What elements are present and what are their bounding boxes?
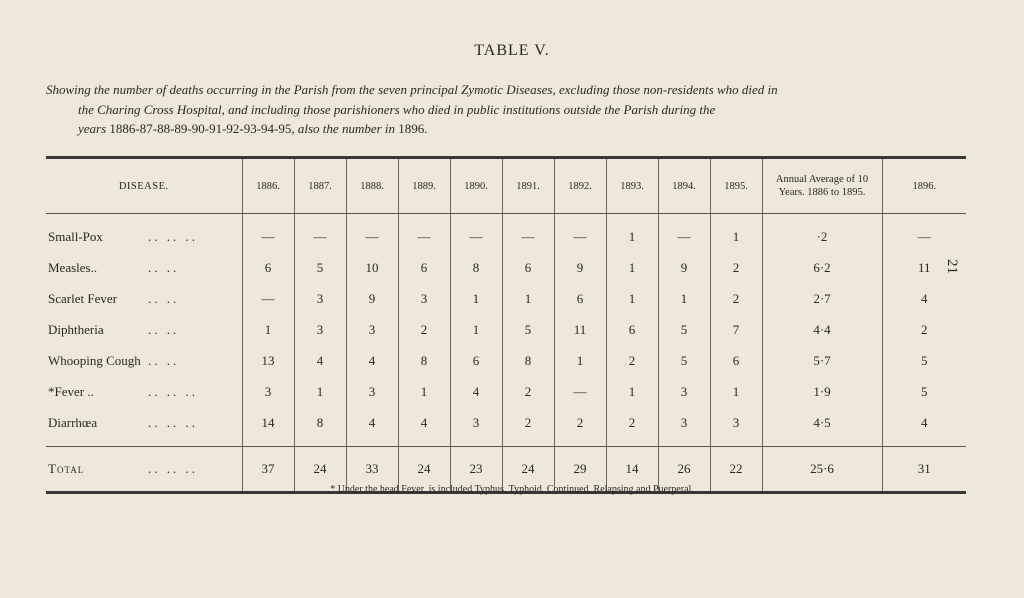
value-cell: — [242,283,294,314]
header-col: 1893. [606,158,658,214]
value-cell: — [554,214,606,253]
value-cell: 4·4 [762,314,882,345]
value-cell: 1 [502,283,554,314]
value-cell: 9 [658,252,710,283]
header-col: 1888. [346,158,398,214]
value-cell: 2 [502,407,554,447]
leader-dots: .. .. .. [148,461,198,476]
disease-name: Small-Pox [48,229,103,244]
table-row [46,345,966,376]
value-cell: 3 [346,314,398,345]
header-col: 1894. [658,158,710,214]
caption-year-1896: 1896. [398,121,428,136]
caption-line-2: the Charing Cross Hospital, and including those parishioners who died in public institutions outside the Parish during the [78,101,716,117]
header-col: 1889. [398,158,450,214]
value-cell: 2 [882,314,966,345]
value-cell: 5 [502,314,554,345]
table-row [46,252,966,283]
value-cell: 29 [554,447,606,493]
footnote: * Under the head Fever, is included Typhus, Typhoid, Continued, Relapsing and Puerperal. [330,484,694,495]
value-cell: — [242,214,294,253]
value-cell: 5 [658,345,710,376]
value-cell: 22 [710,447,762,493]
value-cell: 24 [294,447,346,493]
value-cell: 6·2 [762,252,882,283]
value-cell: 1 [398,376,450,407]
value-cell: 2·7 [762,283,882,314]
value-cell: 1 [606,376,658,407]
header-col: Annual Average of 10 Years. 1886 to 1895. [762,158,882,214]
value-cell: 1 [450,314,502,345]
value-cell: 5·7 [762,345,882,376]
value-cell: 4·5 [762,407,882,447]
disease-cell [46,252,242,283]
value-cell: 1 [606,283,658,314]
value-cell: 1·9 [762,376,882,407]
value-cell: ·2 [762,214,882,253]
value-cell: 3 [398,283,450,314]
disease-name: Diphtheria [48,321,104,337]
header-col: 1887. [294,158,346,214]
leader-dots: .. .. [148,259,180,275]
value-cell: 6 [606,314,658,345]
leader-dots: .. .. .. [148,383,198,399]
header-col: 1892. [554,158,606,214]
value-cell: — [398,214,450,253]
caption-years: 1886-87-88-89-90-91-92-93-94-95, [109,121,295,136]
value-cell: 6 [242,252,294,283]
value-cell: 13 [242,345,294,376]
header-col: 1891. [502,158,554,214]
header-col: 1886. [242,158,294,214]
value-cell: 9 [346,283,398,314]
value-cell: 5 [294,252,346,283]
value-cell: 3 [450,407,502,447]
table-title: TABLE V. [474,42,550,59]
header-row [46,158,966,214]
disease-name: *Fever .. [48,383,94,399]
table-row [46,314,966,345]
disease-cell [46,376,242,407]
leader-dots: .. .. .. [148,229,198,244]
value-cell: 6 [398,252,450,283]
value-cell: 5 [882,345,966,376]
leader-dots: .. .. [148,290,180,306]
value-cell: 4 [346,345,398,376]
disease-cell [46,407,242,447]
header-col: 1896. [882,158,966,214]
value-cell: 3 [658,376,710,407]
value-cell: 1 [554,345,606,376]
value-cell: 2 [502,376,554,407]
value-cell: — [554,376,606,407]
header-col: 1895. [710,158,762,214]
value-cell: 6 [502,252,554,283]
value-cell: 9 [554,252,606,283]
value-cell: 8 [294,407,346,447]
table-row [46,214,966,253]
value-cell: 1 [294,376,346,407]
value-cell: 4 [882,407,966,447]
value-cell: 4 [346,407,398,447]
value-cell: 1 [658,283,710,314]
value-cell: 14 [606,447,658,493]
value-cell: 5 [658,314,710,345]
table-row [46,376,966,407]
value-cell: 1 [606,214,658,253]
disease-name: Whooping Cough [48,352,141,368]
value-cell: 26 [658,447,710,493]
value-cell: 4 [882,283,966,314]
caption-line-3 [46,119,946,139]
disease-cell [46,314,242,345]
disease-name: Scarlet Fever [48,290,117,306]
value-cell: 1 [710,214,762,253]
value-cell: 1 [606,252,658,283]
value-cell: 2 [554,407,606,447]
leader-dots: .. .. [148,321,180,337]
leader-dots: .. .. [148,352,180,368]
value-cell: 5 [882,376,966,407]
value-cell: 2 [606,345,658,376]
disease-name: Diarrhœa [48,414,98,430]
table-body [46,214,966,493]
total-label: Total [48,461,85,476]
disease-name: Measles.. [48,259,98,275]
table-caption [46,80,946,139]
value-cell: 4 [450,376,502,407]
value-cell: 4 [398,407,450,447]
value-cell: 8 [450,252,502,283]
value-cell: 2 [710,283,762,314]
value-cell: 4 [294,345,346,376]
value-cell: 11 [554,314,606,345]
value-cell: 24 [398,447,450,493]
value-cell: — [450,214,502,253]
value-cell: 37 [242,447,294,493]
value-cell: 24 [502,447,554,493]
value-cell: 3 [346,376,398,407]
caption-years-label: years [78,121,107,136]
caption-line-1: Showing the number of deaths occurring in the Parish from the seven principal Zymotic Diseases, excluding those non-residents who died in [46,82,778,97]
value-cell: 11 [882,252,966,283]
value-cell: 1 [710,376,762,407]
caption-also-label: also the number in [297,121,396,136]
value-cell: 3 [710,407,762,447]
leader-dots: .. .. .. [148,414,198,430]
value-cell: 1 [450,283,502,314]
value-cell: 3 [242,376,294,407]
table-row [46,407,966,447]
page-number: 21 [944,259,960,274]
value-cell: 23 [450,447,502,493]
mortality-table [46,156,966,494]
value-cell: 8 [502,345,554,376]
value-cell: 2 [606,407,658,447]
disease-cell [46,345,242,376]
value-cell: 33 [346,447,398,493]
value-cell: — [502,214,554,253]
disease-cell [46,214,242,253]
value-cell: 10 [346,252,398,283]
value-cell: — [882,214,966,253]
disease-cell [46,283,242,314]
value-cell: 2 [398,314,450,345]
value-cell: 1 [242,314,294,345]
value-cell: 7 [710,314,762,345]
header-col: 1890. [450,158,502,214]
table-row [46,283,966,314]
value-cell: 6 [554,283,606,314]
value-cell: 14 [242,407,294,447]
value-cell: 6 [710,345,762,376]
value-cell: 31 [882,447,966,493]
header-disease: DISEASE. [46,158,242,214]
value-cell: — [294,214,346,253]
value-cell: — [346,214,398,253]
value-cell: — [658,214,710,253]
value-cell: 8 [398,345,450,376]
value-cell: 6 [450,345,502,376]
value-cell: 2 [710,252,762,283]
value-cell: 3 [658,407,710,447]
value-cell: 3 [294,314,346,345]
value-cell: 3 [294,283,346,314]
value-cell: 25·6 [762,447,882,493]
